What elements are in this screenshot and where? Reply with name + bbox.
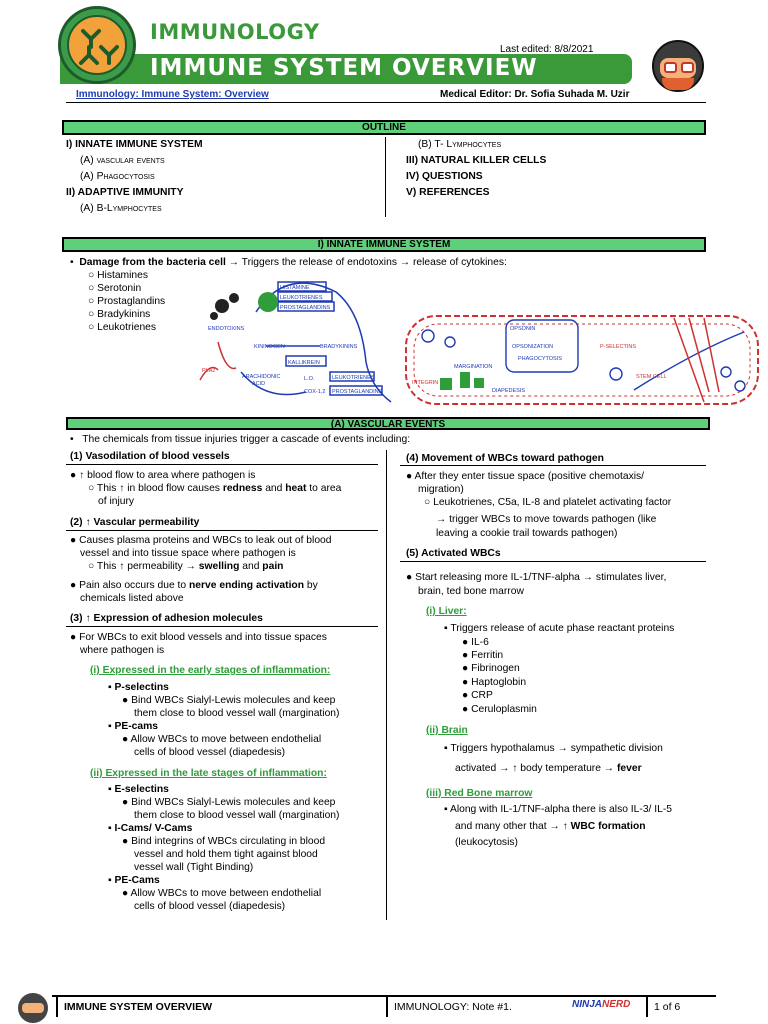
sub-bullet-cont: → trigger WBCs to move towards pathogen (like (436, 514, 657, 525)
term-desc-cont: them close to blood vessel wall (margination) (134, 708, 340, 719)
heading-activated-wbcs: (5) Activated WBCs (406, 548, 501, 559)
term-desc: ● Allow WBCs to move between endothelial (122, 734, 322, 745)
bullet-cont: activated → ↑ body temperature → fever (455, 763, 642, 774)
svg-text:COX-1,2: COX-1,2 (304, 389, 326, 395)
bullet: ▪ Along with IL-1/TNF-alpha there is also IL-3/ IL-5 (444, 804, 673, 815)
outline-divider (385, 137, 386, 217)
divider (66, 626, 378, 627)
sub-bullet-cont: of injury (98, 496, 135, 507)
term-desc-cont: vessel and hold them tight against blood (134, 849, 318, 860)
term-desc: ● Bind integrins of WBCs circulating in blood (122, 836, 326, 847)
protein-item: ● Fibrinogen (462, 663, 520, 674)
svg-text:P-SELECTINS: P-SELECTINS (600, 344, 637, 350)
svg-text:BRADYKININS: BRADYKININS (320, 344, 358, 350)
ninja-mascot-icon (652, 40, 704, 92)
bullet-cont: brain, ted bone marrow (418, 586, 524, 597)
protein-item: ● CRP (462, 690, 493, 701)
svg-text:STEM CELL: STEM CELL (636, 374, 667, 380)
sub-bullet: ○ Leukotrienes, C5a, IL-8 and platelet activating factor (424, 497, 672, 508)
svg-text:ACID: ACID (252, 381, 266, 387)
term-desc: ● Allow WBCs to move between endothelial (122, 888, 322, 899)
bullet: ● After they enter tissue space (positive chemotaxis/ (406, 471, 645, 482)
bullet-cont: migration) (418, 484, 464, 495)
heading-vasodilation: (1) Vasodilation of blood vessels (70, 451, 230, 462)
term-desc: ● Bind WBCs Sialyl-Lewis molecules and keep (122, 695, 336, 706)
bullet: ● ↑ blood flow to area where pathogen is (70, 470, 256, 481)
term-desc-cont: vessel wall (Tight Binding) (134, 862, 254, 873)
column-divider (386, 450, 387, 920)
outline-item[interactable]: III) NATURAL KILLER CELLS (406, 155, 547, 166)
antibody-icon (69, 17, 129, 77)
svg-text:INTEGRIN: INTEGRIN (412, 380, 439, 386)
protein-item: ● Ceruloplasmin (462, 704, 537, 715)
damage-bullet: • Damage from the bacteria cell → Triggers the release of endotoxins → release of cytokines: (70, 257, 507, 268)
bullet: ● Pain also occurs due to nerve ending activation by (70, 580, 318, 591)
svg-text:ARACHIDONIC: ARACHIDONIC (242, 374, 281, 380)
bullet-cont: and many other that → ↑ WBC formation (455, 821, 646, 832)
svg-text:PLA2: PLA2 (202, 368, 216, 374)
protein-item: ● IL-6 (462, 637, 489, 648)
heading-movement: (4) Movement of WBCs toward pathogen (406, 453, 604, 464)
sub-bullet-cont: leaving a cookie trail towards pathogen) (436, 528, 618, 539)
bullet: ● Causes plasma proteins and WBCs to leak out of blood (70, 535, 332, 546)
svg-text:KININOGEN: KININOGEN (254, 344, 285, 350)
last-edited: Last edited: 8/8/2021 (500, 44, 594, 55)
term-desc-cont: cells of blood vessel (diapedesis) (134, 901, 286, 912)
svg-text:MARGINATION: MARGINATION (454, 364, 493, 370)
term-desc-cont: cells of blood vessel (diapedesis) (134, 747, 286, 758)
outline-item[interactable]: II) ADAPTIVE IMMUNITY (66, 187, 184, 198)
subheading-late: (ii) Expressed in the late stages of inflammation: (90, 768, 327, 779)
protein-item: ● Haptoglobin (462, 677, 527, 688)
term-desc: ● Bind WBCs Sialyl-Lewis molecules and keep (122, 797, 336, 808)
bullet-cont: (leukocytosis) (455, 837, 518, 848)
divider (400, 561, 706, 562)
outline-item[interactable]: I) INNATE IMMUNE SYSTEM (66, 139, 203, 150)
term: ▪ I-Cams/ V-Cams (108, 823, 193, 834)
cytokine-item: ○ Serotonin (88, 283, 142, 294)
svg-text:LEUKOTRIENES: LEUKOTRIENES (280, 295, 323, 301)
cytokine-item: ○ Histamines (88, 270, 149, 281)
svg-text:HISTAMINE: HISTAMINE (280, 285, 310, 291)
outline-item[interactable]: IV) QUESTIONS (406, 171, 483, 182)
medical-editor: Medical Editor: Dr. Sofia Suhada M. Uzir (440, 89, 630, 100)
term: ▪ PE-Cams (108, 875, 160, 886)
svg-text:PHAGOCYTOSIS: PHAGOCYTOSIS (518, 356, 562, 362)
svg-text:PROSTAGLANDINS: PROSTAGLANDINS (332, 389, 383, 395)
immunology-logo (58, 6, 136, 84)
sub-bullet: ○ This ↑ permeability → swelling and pain (88, 561, 284, 572)
subheading-liver: (i) Liver: (426, 606, 467, 617)
section-header-vascular: (A) VASCULAR EVENTS (66, 417, 710, 430)
subheading-brain: (ii) Brain (426, 725, 468, 736)
protein-item: ● Ferritin (462, 650, 504, 661)
subject-title: IMMUNOLOGY (150, 20, 320, 44)
term: ▪ E-selectins (108, 784, 169, 795)
divider (66, 102, 706, 103)
term: ▪ PE-cams (108, 721, 159, 732)
bullet: ● For WBCs to exit blood vessels and into tissue spaces (70, 632, 327, 643)
bullet: ▪ Triggers release of acute phase reactant proteins (444, 623, 675, 634)
outline-item[interactable]: V) REFERENCES (406, 187, 490, 198)
footer-doc-title: IMMUNE SYSTEM OVERVIEW (56, 997, 376, 1017)
cytokine-item: ○ Bradykinins (88, 309, 151, 320)
term: ▪ P-selectins (108, 682, 169, 693)
section-header-innate: I) INNATE IMMUNE SYSTEM (62, 237, 706, 252)
footer-note: IMMUNOLOGY: Note #1. (386, 997, 566, 1017)
bullet: ● Start releasing more IL-1/TNF-alpha → stimulates liver, (406, 572, 667, 583)
term-desc-cont: them close to blood vessel wall (margination) (134, 810, 340, 821)
cytokine-cascade-figure (196, 272, 396, 408)
subheading-marrow: (iii) Red Bone marrow (426, 788, 533, 799)
ninja-nerd-logo: NINJANERD (572, 999, 631, 1010)
divider (66, 464, 378, 465)
svg-text:OPSONIN: OPSONIN (510, 326, 536, 332)
heading-permeability: (2) ↑ Vascular permeability (70, 517, 200, 528)
page-title: IMMUNE SYSTEM OVERVIEW (150, 55, 538, 81)
page-number: 1 of 6 (646, 997, 706, 1017)
blood-vessel-figure (404, 312, 762, 410)
svg-text:DIAPEDESIS: DIAPEDESIS (492, 388, 526, 394)
bullet-cont: chemicals listed above (80, 593, 184, 604)
svg-text:ENDOTOXINS: ENDOTOXINS (208, 326, 245, 332)
vascular-intro: • The chemicals from tissue injuries trigger a cascade of events including: (70, 434, 411, 445)
ninja-footer-icon (18, 993, 48, 1023)
svg-text:PROSTAGLANDINS: PROSTAGLANDINS (280, 305, 331, 311)
sub-bullet: ○ This ↑ in blood flow causes redness and heat to area (88, 483, 342, 494)
outline-item[interactable]: (A) Phagocytosis (80, 171, 155, 182)
outline-item[interactable]: (B) T- Lymphocytes (418, 139, 502, 150)
divider (66, 530, 378, 531)
bullet: ▪ Triggers hypothalamus → sympathetic division (444, 743, 663, 754)
outline-header: OUTLINE (62, 120, 706, 135)
bullet-cont: vessel and into tissue space where pathogen is (80, 548, 296, 559)
divider (400, 465, 706, 466)
svg-text:OPSONIZATION: OPSONIZATION (512, 344, 554, 350)
svg-text:LEUKOTRIENES: LEUKOTRIENES (332, 375, 375, 381)
cytokine-item: ○ Leukotrienes (88, 322, 157, 333)
breadcrumb[interactable]: Immunology: Immune System: Overview (76, 89, 269, 100)
outline-item[interactable]: (A) vascular events (80, 155, 165, 166)
svg-text:L.O.: L.O. (304, 376, 315, 382)
outline-item[interactable]: (A) B-Lymphocytes (80, 203, 162, 214)
svg-text:KALLIKREIN: KALLIKREIN (288, 360, 320, 366)
subheading-early: (i) Expressed in the early stages of inflammation: (90, 665, 331, 676)
heading-adhesion: (3) ↑ Expression of adhesion molecules (70, 613, 263, 624)
cytokine-item: ○ Prostaglandins (88, 296, 166, 307)
bullet-cont: where pathogen is (80, 645, 165, 656)
